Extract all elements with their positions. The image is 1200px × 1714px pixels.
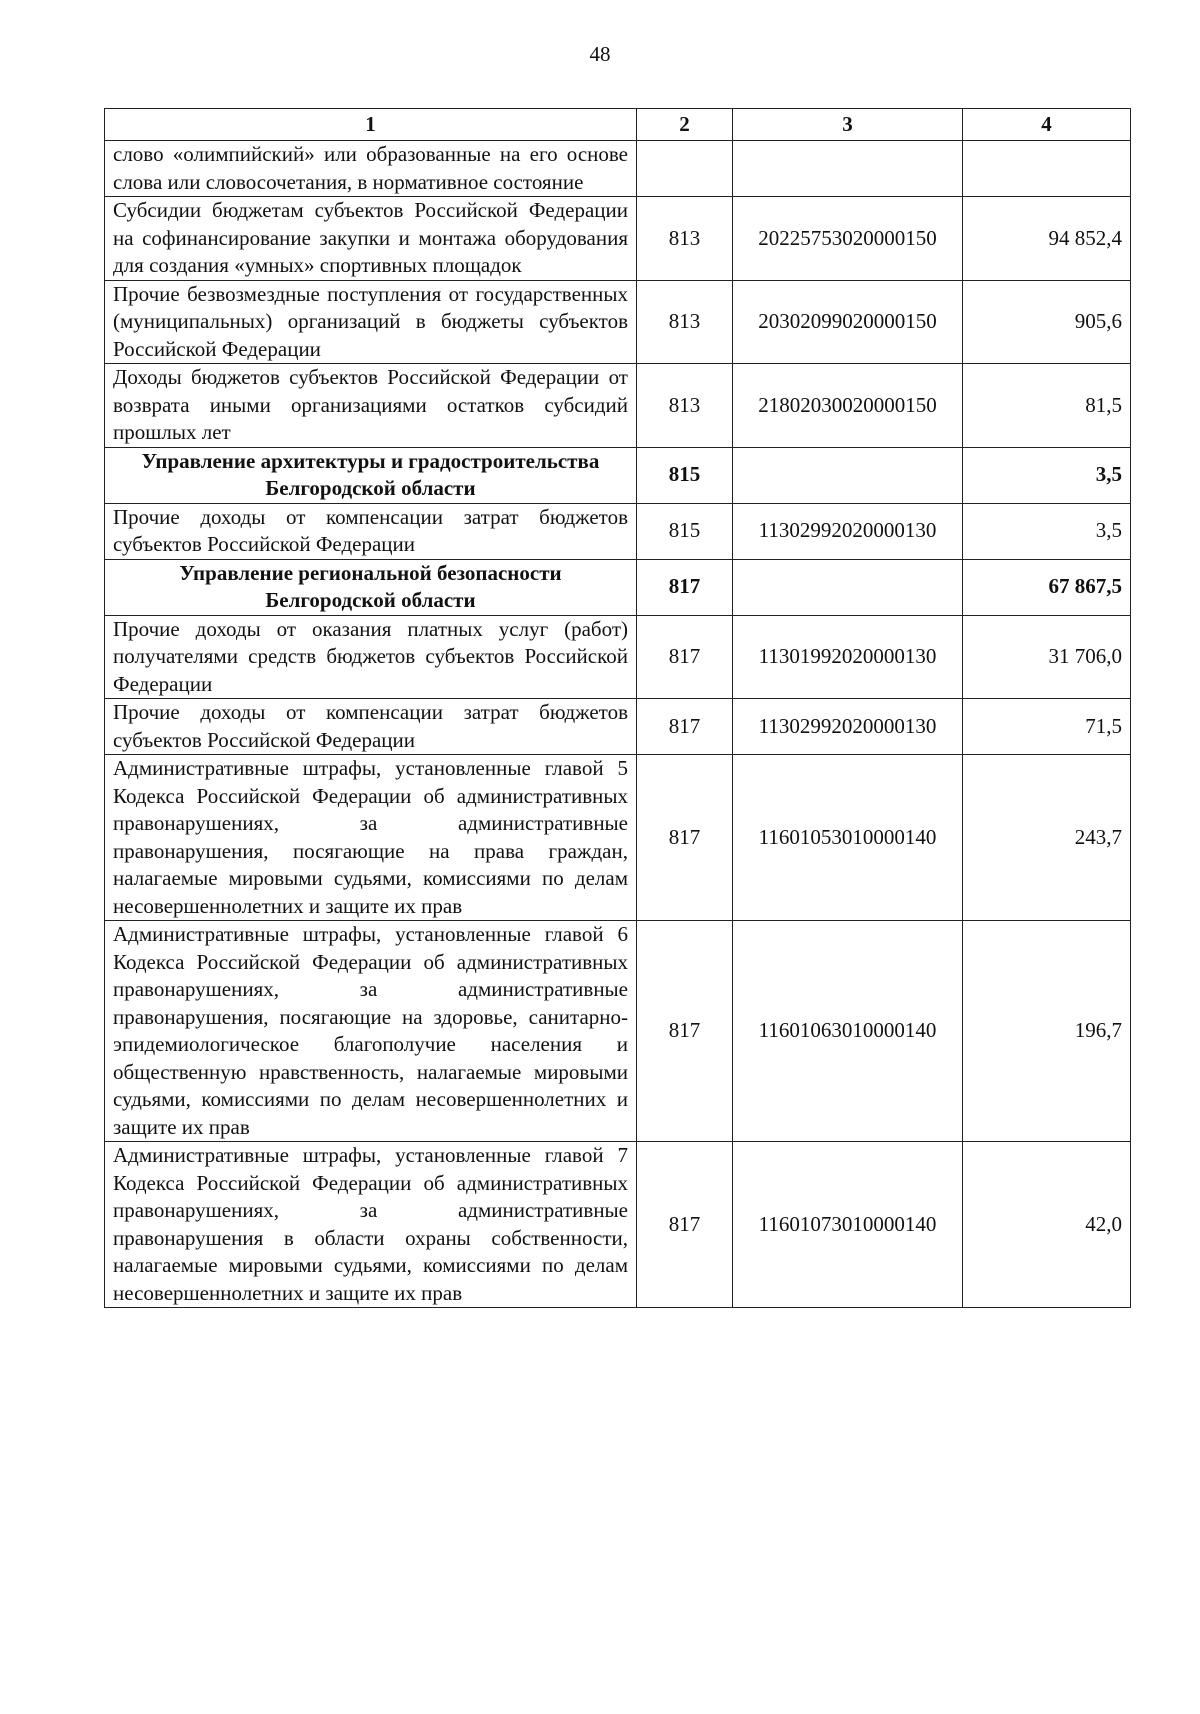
table-body	[105, 141, 1131, 1308]
description-cell: Управление архитектуры и градостроительства Белгородской области	[105, 447, 637, 503]
amount-cell: 71,5	[963, 699, 1131, 755]
admin-code-cell	[637, 141, 733, 197]
section-row	[105, 559, 1131, 615]
admin-code-cell: 817	[637, 755, 733, 921]
amount-cell: 42,0	[963, 1142, 1131, 1308]
description-cell: Прочие доходы от компенсации затрат бюджетов субъектов Российской Федерации	[105, 503, 637, 559]
description-cell: Субсидии бюджетам субъектов Российской Федерации на софинансирование закупки и монтажа оборудования для создания «умных» спортивных площадок	[105, 197, 637, 281]
description-cell: Административные штрафы, установленные главой 6 Кодекса Российской Федерации об административных правонарушениях, за административные правонарушения, посягающие на здоровье, санитарно-эпидемиологическое благополучие населения и общественную нравственность, налагаемые мировыми судьями, комиссиями по делам несовершеннолетних и защите их прав	[105, 921, 637, 1142]
revenue-code-cell	[733, 141, 963, 197]
amount-cell: 31 706,0	[963, 615, 1131, 699]
revenue-code-cell: 21802030020000150	[733, 364, 963, 448]
admin-code-cell: 817	[637, 699, 733, 755]
description-cell: Прочие безвозмездные поступления от государственных (муниципальных) организаций в бюджеты субъектов Российской Федерации	[105, 280, 637, 364]
revenue-code-cell: 11302992020000130	[733, 503, 963, 559]
admin-code-cell: 815	[637, 503, 733, 559]
revenue-code-cell	[733, 447, 963, 503]
description-cell: Доходы бюджетов субъектов Российской Федерации от возврата иными организациями остатков субсидий прошлых лет	[105, 364, 637, 448]
amount-cell: 3,5	[963, 503, 1131, 559]
description-cell: слово «олимпийский» или образованные на его основе слова или словосочетания, в нормативное состояние	[105, 141, 637, 197]
revenue-code-cell: 11601053010000140	[733, 755, 963, 921]
column-header-2: 2	[637, 109, 733, 141]
amount-cell: 3,5	[963, 447, 1131, 503]
amount-cell: 81,5	[963, 364, 1131, 448]
amount-cell: 94 852,4	[963, 197, 1131, 281]
revenue-code-cell: 11601073010000140	[733, 1142, 963, 1308]
table-row	[105, 1142, 1131, 1308]
admin-code-cell: 815	[637, 447, 733, 503]
revenue-code-cell	[733, 559, 963, 615]
column-header-3: 3	[733, 109, 963, 141]
table-row	[105, 503, 1131, 559]
table-row	[105, 615, 1131, 699]
revenue-code-cell: 20225753020000150	[733, 197, 963, 281]
table-row	[105, 197, 1131, 281]
admin-code-cell: 817	[637, 559, 733, 615]
description-cell: Прочие доходы от компенсации затрат бюджетов субъектов Российской Федерации	[105, 699, 637, 755]
table-row	[105, 699, 1131, 755]
column-header-1: 1	[105, 109, 637, 141]
table-header-row	[105, 109, 1131, 141]
amount-cell: 67 867,5	[963, 559, 1131, 615]
table-row	[105, 280, 1131, 364]
admin-code-cell: 817	[637, 1142, 733, 1308]
table-row	[105, 921, 1131, 1142]
admin-code-cell: 817	[637, 615, 733, 699]
revenue-code-cell: 20302099020000150	[733, 280, 963, 364]
table-row	[105, 141, 1131, 197]
table-row	[105, 364, 1131, 448]
revenue-code-cell: 11601063010000140	[733, 921, 963, 1142]
table-row	[105, 755, 1131, 921]
section-row	[105, 447, 1131, 503]
amount-cell: 243,7	[963, 755, 1131, 921]
admin-code-cell: 813	[637, 364, 733, 448]
page-number: 48	[589, 42, 611, 66]
description-cell: Управление региональной безопасности Белгородской области	[105, 559, 637, 615]
amount-cell: 196,7	[963, 921, 1131, 1142]
revenue-code-cell: 11301992020000130	[733, 615, 963, 699]
column-header-4: 4	[963, 109, 1131, 141]
description-cell: Административные штрафы, установленные главой 5 Кодекса Российской Федерации об административных правонарушениях, за административные правонарушения, посягающие на права граждан, налагаемые мировыми судьями, комиссиями по делам несовершеннолетних и защите их прав	[105, 755, 637, 921]
admin-code-cell: 817	[637, 921, 733, 1142]
revenue-code-cell: 11302992020000130	[733, 699, 963, 755]
admin-code-cell: 813	[637, 197, 733, 281]
description-cell: Прочие доходы от оказания платных услуг (работ) получателями средств бюджетов субъектов Российской Федерации	[105, 615, 637, 699]
description-cell: Административные штрафы, установленные главой 7 Кодекса Российской Федерации об административных правонарушениях, за административные правонарушения в области охраны собственности, налагаемые мировыми судьями, комиссиями по делам несовершеннолетних и защите их прав	[105, 1142, 637, 1308]
revenue-table	[104, 108, 1131, 1308]
admin-code-cell: 813	[637, 280, 733, 364]
amount-cell	[963, 141, 1131, 197]
amount-cell: 905,6	[963, 280, 1131, 364]
